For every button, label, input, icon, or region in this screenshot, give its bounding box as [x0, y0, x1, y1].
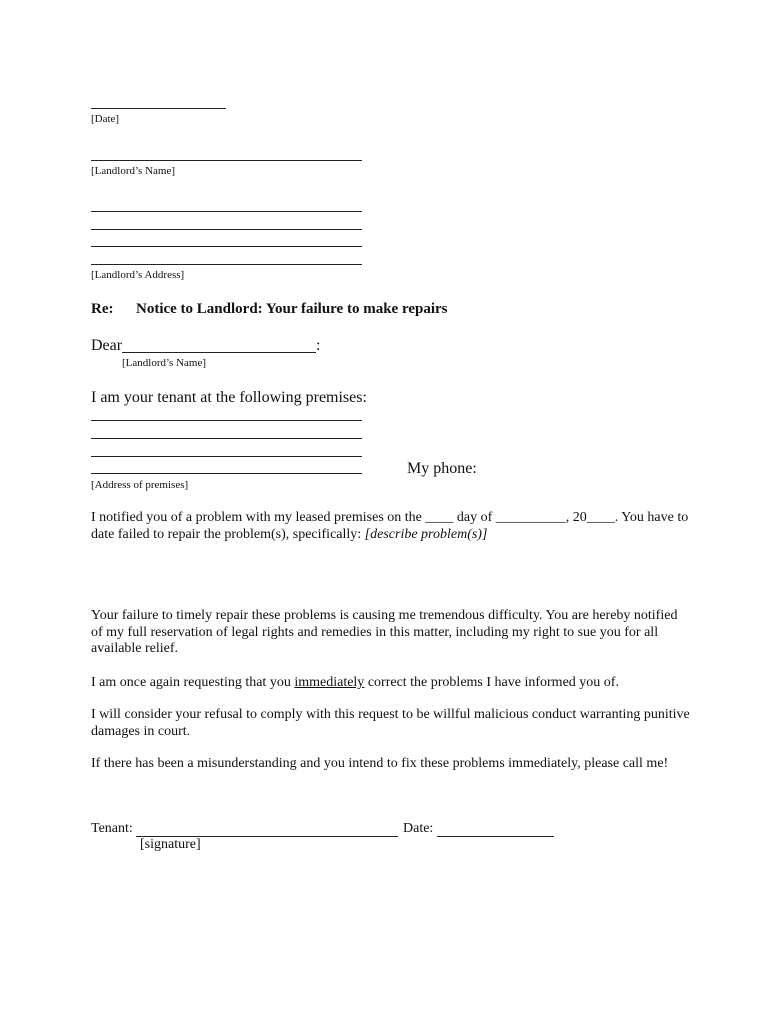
immediately-underlined: immediately — [294, 675, 365, 690]
landlord-address-line-4 — [91, 264, 362, 265]
phone-label: My phone: — [407, 460, 477, 477]
landlord-name-line — [91, 160, 362, 161]
premises-intro: I am your tenant at the following premises: — [91, 389, 367, 406]
requesting-text-b: correct the problems I have informed you of. — [364, 675, 619, 690]
landlord-address-label: [Landlord’s Address] — [91, 269, 185, 281]
premises-address-label: [Address of premises] — [91, 479, 189, 491]
signature-label: [signature] — [140, 837, 201, 852]
refusal-paragraph: I will consider your refusal to comply with this request to be willful malicious conduct warranting punitive damages in court. — [91, 707, 690, 739]
notified-text: I notified you of a problem with my leased premises on the ____ day of __________, 20____. You have to date failed to repair the problem(s), specifically: — [91, 510, 689, 542]
salutation-name-label: [Landlord’s Name] — [122, 357, 206, 369]
date-label: [Date] — [91, 113, 120, 125]
re-label: Re: — [91, 301, 114, 317]
date-line — [91, 108, 226, 109]
misunderstanding-paragraph: If there has been a misunderstanding and you intend to fix these problems immediately, please call me! — [91, 756, 669, 771]
premises-line-1 — [91, 420, 362, 421]
salutation-colon: : — [316, 337, 321, 354]
salutation-line — [122, 352, 316, 353]
signature-date-line[interactable] — [437, 836, 554, 837]
landlord-name-label: [Landlord’s Name] — [91, 165, 175, 177]
signature-date-label: Date: — [403, 821, 434, 836]
landlord-address-line-2 — [91, 229, 362, 230]
requesting-paragraph — [91, 675, 691, 692]
failure-paragraph: Your failure to timely repair these problems is causing me tremendous difficulty. You are hereby notified of my full reservation of legal rights and remedies in this matter, including my right to sue you for all available relief. — [91, 608, 678, 656]
tenant-label: Tenant: — [91, 821, 133, 836]
dear-text: Dear — [91, 337, 123, 354]
landlord-address-line-3 — [91, 246, 362, 247]
notified-paragraph — [91, 510, 691, 543]
premises-line-2 — [91, 438, 362, 439]
premises-line-3 — [91, 456, 362, 457]
premises-line-4 — [91, 473, 362, 474]
subject-title: Notice to Landlord: Your failure to make repairs — [136, 301, 448, 317]
requesting-text-a: I am once again requesting that you — [91, 675, 295, 690]
landlord-address-line-1 — [91, 211, 362, 212]
describe-problems-placeholder: [describe problem(s)] — [364, 526, 488, 542]
